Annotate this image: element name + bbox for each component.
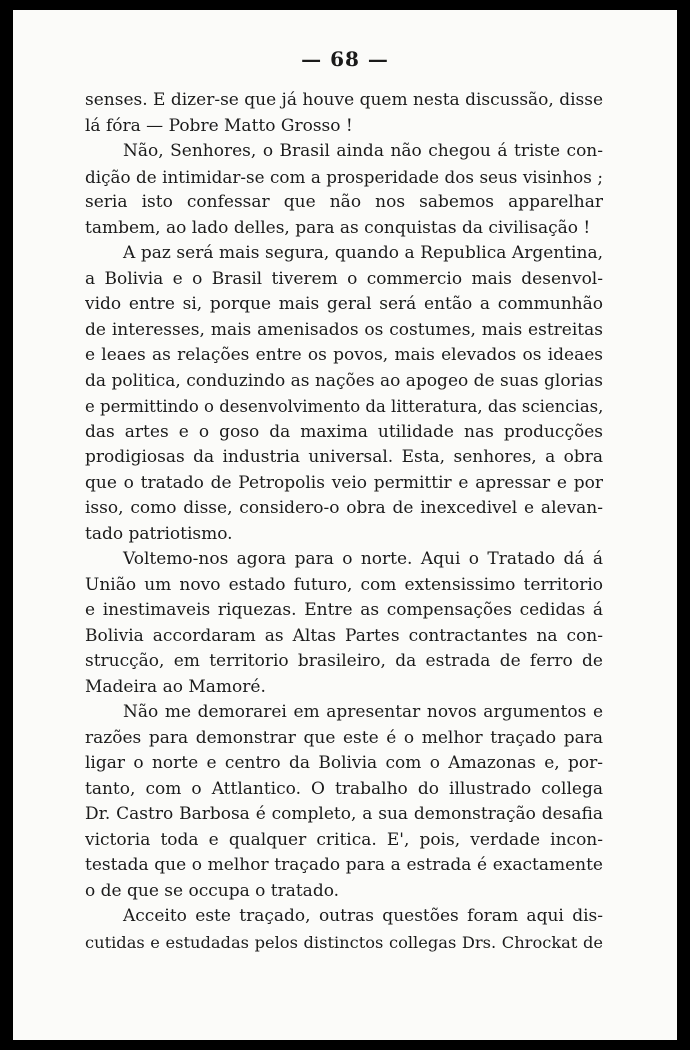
text-line: strucção, em territorio brasileiro, da estrada de ferro de xyxy=(85,651,603,671)
document-page xyxy=(13,10,677,1040)
text-line: ligar o norte e centro da Bolivia com o Amazonas e, por- xyxy=(85,753,603,773)
text-line: Bolivia accordaram as Altas Partes contractantes na con- xyxy=(85,625,603,646)
text-line: a Bolivia e o Brasil tiverem o commercio mais desenvol- xyxy=(85,268,603,289)
text-line: lá fóra — Pobre Matto Grosso ! xyxy=(85,115,353,136)
page-number: — 68 — xyxy=(301,47,389,71)
text-line: Voltemo-nos agora para o norte. Aqui o Tratado dá á xyxy=(123,549,603,569)
text-line: Madeira ao Mamoré. xyxy=(85,676,266,697)
text-line: das artes e o goso da maxima utilidade nas producções xyxy=(85,421,603,442)
text-line: A paz será mais segura, quando a Republica Argentina, xyxy=(123,243,603,263)
text-line: e inestimaveis riquezas. Entre as compensações cedidas á xyxy=(85,600,603,620)
text-line: victoria toda e qualquer critica. E', pois, verdade incon- xyxy=(85,829,603,850)
text-line: tambem, ao lado delles, para as conquistas da civilisação ! xyxy=(85,217,591,238)
text-line: e leaes as relações entre os povos, mais elevados os ideaes xyxy=(85,345,603,365)
text-line: União um novo estado futuro, com extensissimo territorio xyxy=(85,574,603,595)
text-line: e permittindo o desenvolvimento da litteratura, das sciencias, xyxy=(85,397,603,416)
text-line: senses. E dizer-se que já houve quem nesta discussão, disse xyxy=(85,90,603,110)
text-line: isso, como disse, considero-o obra de inexcedivel e alevan- xyxy=(85,498,603,518)
text-line: da politica, conduzindo as nações ao apogeo de suas glorias xyxy=(85,370,603,391)
text-line: Não, Senhores, o Brasil ainda não chegou á triste con- xyxy=(123,141,603,161)
text-line: Acceito este traçado, outras questões foram aqui dis- xyxy=(123,906,603,926)
text-line: Dr. Castro Barbosa é completo, a sua demonstração desafia xyxy=(85,804,603,824)
text-line: vido entre si, porque mais geral será então a communhão xyxy=(85,294,603,314)
text-line: testada que o melhor traçado para a estrada é exactamente xyxy=(85,855,603,875)
body-text xyxy=(85,88,603,955)
text-line: que o tratado de Petropolis veio permittir e apressar e por xyxy=(85,472,603,493)
text-line: prodigiosas da industria universal. Esta, senhores, a obra xyxy=(85,447,603,467)
text-line: tanto, com o Attlantico. O trabalho do illustrado collega xyxy=(85,778,603,799)
text-line: tado patriotismo. xyxy=(85,523,233,544)
text-line: seria isto confessar que não nos sabemos apparelhar xyxy=(85,192,603,212)
text-line: cutidas e estudadas pelos distinctos collegas Drs. Chrockat de xyxy=(85,932,603,952)
text-line: razões para demonstrar que este é o melhor traçado para xyxy=(85,727,603,748)
text-line: Não me demorarei em apresentar novos argumentos e xyxy=(123,702,603,722)
text-line: dição de intimidar-se com a prosperidade dos seus visinhos ; xyxy=(85,166,603,187)
text-line: o de que se occupa o tratado. xyxy=(85,880,340,901)
text-line: de interesses, mais amenisados os costumes, mais estreitas xyxy=(85,319,603,340)
